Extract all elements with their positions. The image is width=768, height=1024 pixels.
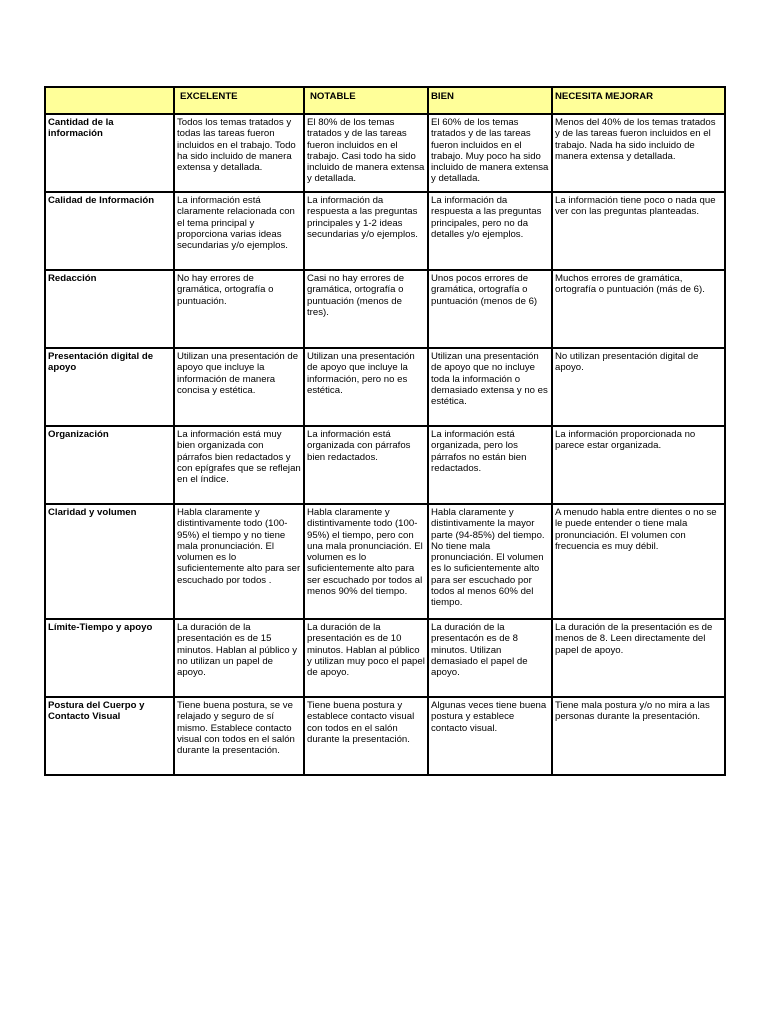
rubric-cell: El 60% de los temas tratados y de las tareas fueron incluidos en el trabajo. Muy poco ha sido incluido de manera extensa y detallada. [428, 114, 552, 192]
rubric-cell: Tiene buena postura, se ve relajado y seguro de sí mismo. Establece contacto visual con todos en el salón durante la presentación. [174, 697, 304, 775]
rubric-cell: La duración de la presentacón es de 8 minutos. Utilizan demasiado el papel de apoyo. [428, 619, 552, 697]
rubric-cell: La duración de la presentación es de 10 minutos. Hablan al público y utilizan muy poco el papel de apoyo. [304, 619, 428, 697]
rubric-cell: Casi no hay errores de gramática, ortografía o puntuación (menos de tres). [304, 270, 428, 348]
rubric-cell: La información está organizada con párrafos bien redactados. [304, 426, 428, 504]
rubric-cell: Tiene buena postura y establece contacto visual con todos en el salón durante la presentación. [304, 697, 428, 775]
rubric-cell: Tiene mala postura y/o no mira a las personas durante la presentación. [552, 697, 725, 775]
table-row [45, 114, 725, 192]
rubric-cell: La duración de la presentación es de 15 minutos. Hablan al público y no utilizan un papel de apoyo. [174, 619, 304, 697]
rubric-cell: Menos del 40% de los temas tratados y de las tareas fueron incluidos en el trabajo. Nada ha sido incluido de manera extensa y detallada. [552, 114, 725, 192]
rubric-cell: El 80% de los temas tratados y de las tareas fueron incluidos en el trabajo. Casi todo ha sido incluido de manera extensa y detallada. [304, 114, 428, 192]
rubric-cell: Muchos errores de gramática, ortografía o puntuación (más de 6). [552, 270, 725, 348]
rubric-cell: La información da respuesta a las preguntas principales, pero no da detalles y/o ejemplos. [428, 192, 552, 270]
rubric-cell: Utilizan una presentación de apoyo que incluye la información de manera concisa y estética. [174, 348, 304, 426]
table-row [45, 426, 725, 504]
rubric-cell: Todos los temas tratados y todas las tareas fueron incluidos en el trabajo. Todo ha sido incluido de manera extensa y detallada. [174, 114, 304, 192]
rubric-cell: Habla claramente y distintivamente todo (100-95%) el tiempo y no tiene mala pronunciación. El volumen es lo suficientemente alto para ser escuchado por todos . [174, 504, 304, 619]
criterion-cell: Postura del Cuerpo y Contacto Visual [45, 697, 174, 775]
criterion-cell: Límite-Tiempo y apoyo [45, 619, 174, 697]
rubric-table [44, 86, 726, 776]
rubric-cell: Utilizan una presentación de apoyo que incluye la información, pero no es estética. [304, 348, 428, 426]
rubric-cell: A menudo habla entre dientes o no se le puede entender o tiene mala pronunciación. El volumen con frecuencia es muy débil. [552, 504, 725, 619]
rubric-cell: No utilizan presentación digital de apoyo. [552, 348, 725, 426]
table-row [45, 270, 725, 348]
rubric-cell: Algunas veces tiene buena postura y establece contacto visual. [428, 697, 552, 775]
table-row [45, 348, 725, 426]
table-row [45, 192, 725, 270]
header-bien: BIEN [428, 87, 552, 114]
rubric-cell: La información está muy bien organizada con párrafos bien redactados y con epígrafes que se reflejan en el índice. [174, 426, 304, 504]
rubric-cell: La duración de la presentación es de menos de 8. Leen directamente del papel de apoyo. [552, 619, 725, 697]
header-necesita-mejorar: NECESITA MEJORAR [552, 87, 725, 114]
criterion-cell: Claridad y volumen [45, 504, 174, 619]
criterion-cell: Organización [45, 426, 174, 504]
criterion-cell: Cantidad de la información [45, 114, 174, 192]
rubric-cell: La información da respuesta a las preguntas principales y 1-2 ideas secundarias y/o ejemplos. [304, 192, 428, 270]
table-row [45, 619, 725, 697]
rubric-cell: No hay errores de gramática, ortografía o puntuación. [174, 270, 304, 348]
criterion-cell: Presentación digital de apoyo [45, 348, 174, 426]
rubric-cell: Habla claramente y distintivamente todo (100-95%) el tiempo, pero con una mala pronunciación. El volumen es lo suficientemente alto para ser escuchado por todos al menos 90% del tiempo. [304, 504, 428, 619]
rubric-cell: Unos pocos errores de gramática, ortografía o puntuación (menos de 6) [428, 270, 552, 348]
rubric-cell: Habla claramente y distintivamente la mayor parte (94-85%) del tiempo. No tiene mala pronunciación. El volumen es lo suficientemente alto para ser escuchado por todos al menos 60% del tiempo. [428, 504, 552, 619]
rubric-cell: La información proporcionada no parece estar organizada. [552, 426, 725, 504]
table-row [45, 504, 725, 619]
header-excelente: EXCELENTE [174, 87, 304, 114]
rubric-cell: La información está organizada, pero los párrafos no están bien redactados. [428, 426, 552, 504]
table-row [45, 697, 725, 775]
header-notable: NOTABLE [304, 87, 428, 114]
criterion-cell: Redacción [45, 270, 174, 348]
rubric-cell: La información tiene poco o nada que ver con las preguntas planteadas. [552, 192, 725, 270]
header-corner [45, 87, 174, 114]
rubric-cell: Utilizan una presentación de apoyo que no incluye toda la información o demasiado extensa y no es estética. [428, 348, 552, 426]
criterion-cell: Calidad de Información [45, 192, 174, 270]
rubric-cell: La información está claramente relacionada con el tema principal y proporciona varias ideas secundarias y/o ejemplos. [174, 192, 304, 270]
header-row [45, 87, 725, 114]
